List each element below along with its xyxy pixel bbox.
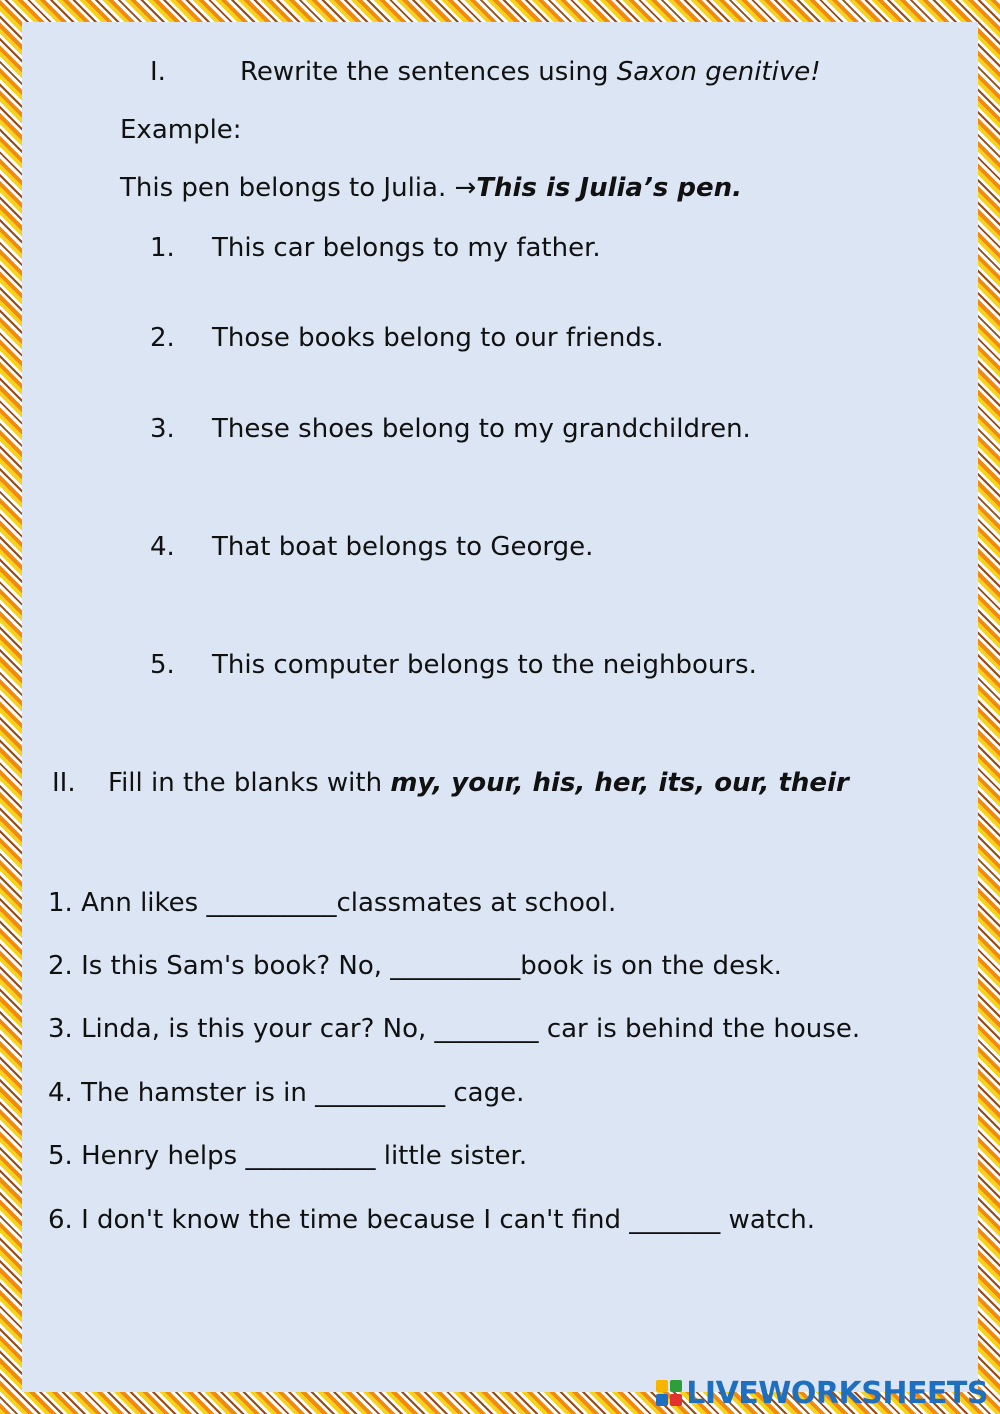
section-1-instruction <box>240 56 821 88</box>
logo-square <box>656 1394 668 1406</box>
section-2-instruction <box>108 767 849 799</box>
fill-blank-item: 1. Ann likes __________classmates at school. <box>48 888 617 918</box>
section-2-number: II. <box>52 768 76 798</box>
example-answer: This is Julia’s pen. <box>476 173 742 203</box>
fill-blank-item: 2. Is this Sam's book? No, __________book is on the desk. <box>48 951 782 981</box>
section-1-item-number: 3. <box>150 414 175 444</box>
section-2-word-bank: my, your, his, her, its, our, their <box>390 768 849 798</box>
fill-blank-item: 5. Henry helps __________ little sister. <box>48 1141 528 1171</box>
section-1-item-number: 2. <box>150 323 175 353</box>
section-1-item: This computer belongs to the neighbours. <box>212 650 757 680</box>
section-1-number: I. <box>150 57 166 87</box>
section-1-item: That boat belongs to George. <box>212 532 594 562</box>
section-1-item: These shoes belong to my grandchildren. <box>212 414 751 444</box>
section-1-item-number: 4. <box>150 532 175 562</box>
example-sentence: This pen belongs to Julia. → <box>120 173 477 203</box>
section-1-item: This car belongs to my father. <box>212 233 601 263</box>
example-line <box>120 172 742 204</box>
fill-blank-item: 3. Linda, is this your car? No, ________ car is behind the house. <box>48 1014 861 1044</box>
fill-blank-item: 4. The hamster is in __________ cage. <box>48 1078 525 1108</box>
worksheet-page <box>22 22 978 1392</box>
section-2-instruction-text: Fill in the blanks with <box>108 768 391 798</box>
logo-square <box>670 1380 682 1392</box>
liveworksheets-logo <box>656 1376 988 1410</box>
section-1-instruction-text: Rewrite the sentences using <box>240 57 617 87</box>
logo-square <box>656 1380 668 1392</box>
section-1-item: Those books belong to our friends. <box>212 323 664 353</box>
logo-square <box>670 1394 682 1406</box>
logo-icon <box>656 1380 682 1406</box>
logo-text: LIVEWORKSHEETS <box>686 1375 988 1411</box>
section-1-item-number: 5. <box>150 650 175 680</box>
example-label: Example: <box>120 115 242 145</box>
fill-blank-item: 6. I don't know the time because I can't find _______ watch. <box>48 1205 815 1235</box>
section-1-item-number: 1. <box>150 233 175 263</box>
section-1-instruction-italic: Saxon genitive! <box>616 57 821 87</box>
